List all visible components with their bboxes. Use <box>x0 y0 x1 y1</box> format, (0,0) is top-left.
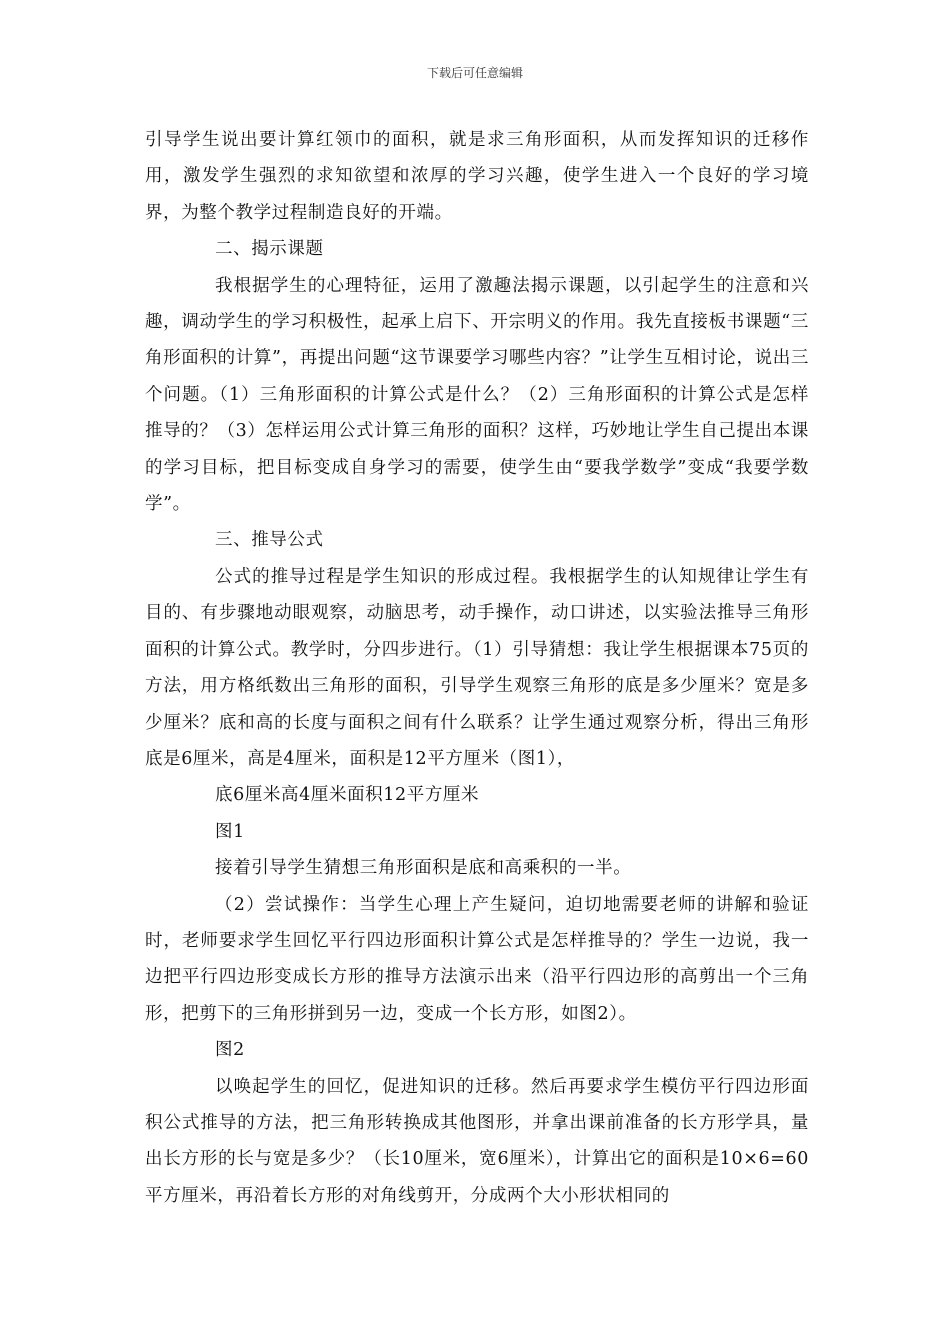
figure-1-label: 图1 <box>215 821 245 842</box>
paragraph-5: （2）尝试操作：当学生心理上产生疑问，迫切地需要老师的讲解和验证时，老师要求学生回忆平行四边形面积计算公式是怎样推导的？学生一边说，我一边把平行四边形变成长方形的推导方法演示出来（沿平行四边形的高剪出一个三角形，把剪下的三角形拼到另一边，变成一个长方形，如图2）。 <box>145 894 809 1024</box>
paragraph-4: 接着引导学生猜想三角形面积是底和高乘积的一半。 <box>215 858 632 879</box>
paragraph-6: 以唤起学生的回忆，促进知识的迁移。然后再要求学生模仿平行四边形面积公式推导的方法，把三角形转换成其他图形，并拿出课前准备的长方形学具，量出长方形的长与宽是多少？（长10厘米，宽6厘米），计算出它的面积是10×6=60平方厘米，再沿着长方形的对角线剪开，分成两个大小形状相同的 <box>145 1076 809 1206</box>
section-heading-derive-formula: 三、推导公式 <box>215 530 324 551</box>
figure-2-label: 图2 <box>215 1040 245 1061</box>
page-header: 下载后可任意编辑 <box>426 66 523 80</box>
section-heading-reveal-topic: 二、揭示课题 <box>215 239 324 260</box>
paragraph-2: 我根据学生的心理特征，运用了激趣法揭示课题，以引起学生的注意和兴趣，调动学生的学习积极性，起承上启下、开宗明义的作用。我先直接板书课题“三角形面积的计算”，再提出问题“这节课要学习哪些内容？”让学生互相讨论，说出三个问题。（1）三角形面积的计算公式是什么？（2）三角形面积的计算公式是怎样推导的？（3）怎样运用公式计算三角形的面积？这样，巧妙地让学生自己提出本课的学习目标，把目标变成自身学习的需要，使学生由“要我学数学”变成“我要学数学”。 <box>145 275 809 515</box>
figure-1-caption-text: 底6厘米高4厘米面积12平方厘米 <box>215 785 480 806</box>
document-body <box>145 122 809 1214</box>
paragraph-1: 引导学生说出要计算红领巾的面积，就是求三角形面积，从而发挥知识的迁移作用，激发学生强烈的求知欲望和浓厚的学习兴趣，使学生进入一个良好的学习境界，为整个教学过程制造良好的开端。 <box>145 130 809 223</box>
paragraph-3: 公式的推导过程是学生知识的形成过程。我根据学生的认知规律让学生有目的、有步骤地动眼观察，动脑思考，动手操作，动口讲述，以实验法推导三角形面积的计算公式。教学时，分四步进行。（1）引导猜想：我让学生根据课本75页的方法，用方格纸数出三角形的面积，引导学生观察三角形的底是多少厘米？宽是多少厘米？底和高的长度与面积之间有什么联系？让学生通过观察分析，得出三角形底是6厘米，高是4厘米，面积是12平方厘米（图1）， <box>145 566 809 769</box>
